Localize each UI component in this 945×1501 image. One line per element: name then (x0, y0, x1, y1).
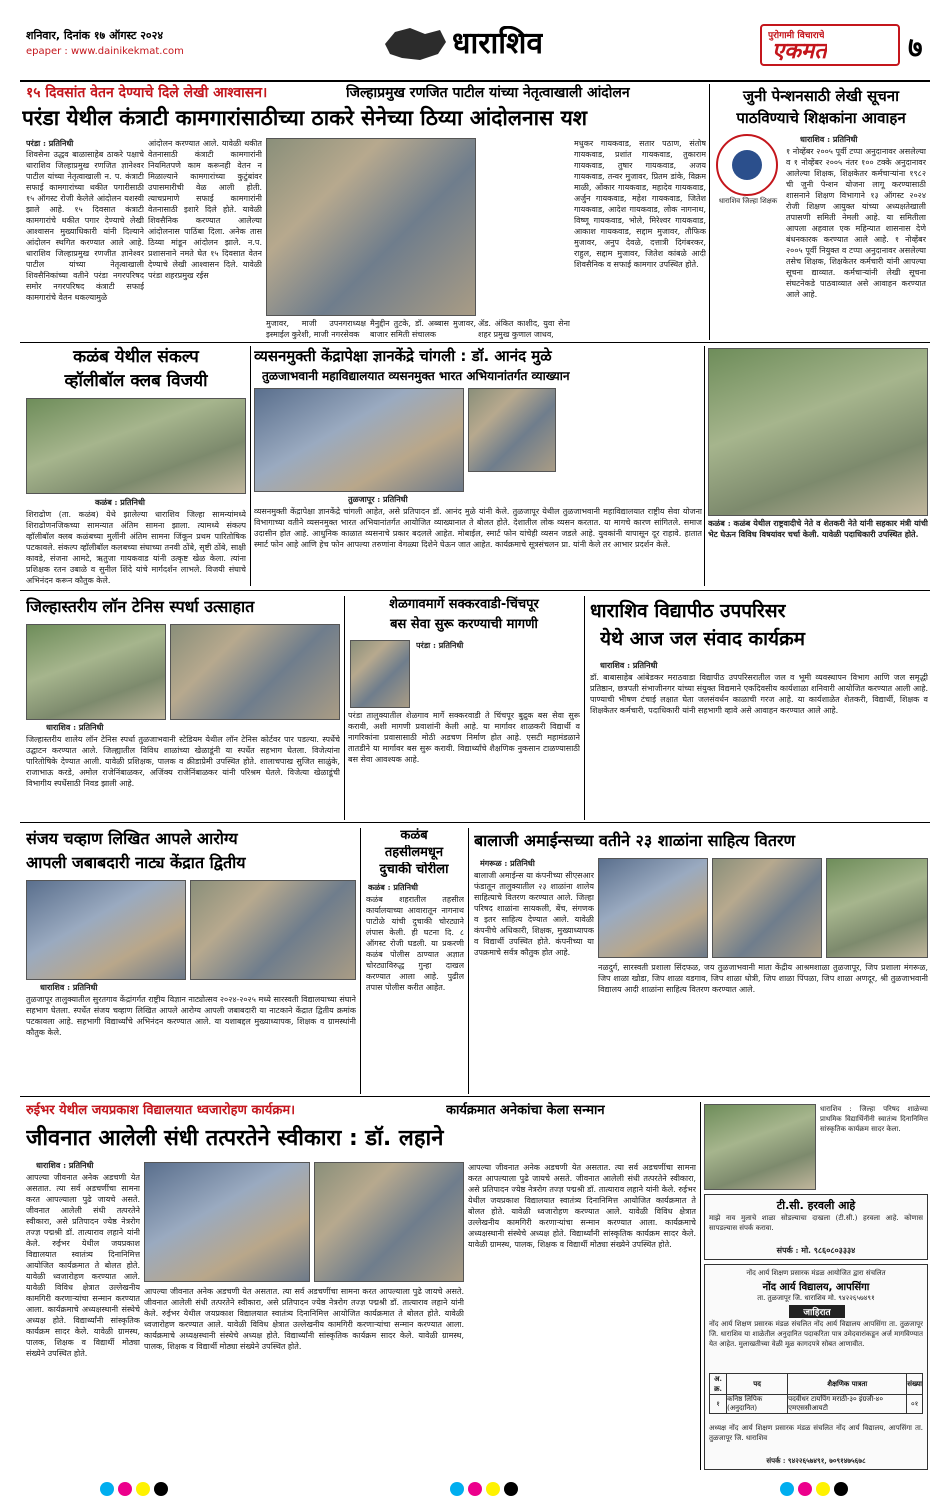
story4-speaker-photo (468, 388, 556, 472)
story1-body1: शिवसेना उद्धव बाळासाहेब ठाकरे पक्षाचे धाराशिव जिल्हाप्रमुख रणजित ज्ञानेश्वर पाटील यांच्या नेतृत्वाखाली न. प. कंत्राटी सफाई कामगारांच्या थकीत पगारीसाठी १५ ऑगस्ट रोजी केलेले आंदोलन यशस्वी झाले आहे. १५ दिवसात कंत्राटी कामगारांचे थकीत पगार देण्याचे लेखी आश्वासन मुख्याधिकारी यांनी दिल्याने आंदोलन स्थगित करण्यात आले आहे. धाराशिव जिल्हाप्रमुख रणजीत ज्ञानेश्वर पाटील यांच्या नेतृत्वाखाली शिवसैनिकांच्या वतीने परंडा नगरपरिषद समोर नगरपरिषद कंत्राटी सफाई कामगारांचे वेतन थकल्यामुळे (26, 150, 144, 302)
story7-byline: परंडा : प्रतिनिधी (416, 640, 464, 650)
story1-column-1 (26, 138, 144, 338)
ad3-address: ता. तुळजापूर जि. धाराशिव मो. ९४२२६५७४९१ (757, 1294, 875, 1302)
table-header-row (710, 1374, 923, 1395)
story3-byline: कळंब : प्रतिनिधी (94, 497, 145, 507)
recruitment-notice (704, 1264, 928, 1470)
registration-mark-cyan (450, 1482, 464, 1496)
story2-headline-1: जुनी पेन्शनसाठी लेखी सूचना (743, 87, 899, 105)
story5-caption: कळंब : कळंब येथील राष्ट्रवादीचे नेते व शेतकरी नेते यांनी सहकार मंत्री यांची भेट घेऊन विविध विषयांवर चर्चा केली. यावेळी पदाधिकारी उपस्थित होते. (708, 518, 928, 539)
horizontal-divider-3 (20, 822, 930, 823)
story7-bus-photo (350, 640, 410, 708)
story12-body: आपल्या जीवनात अनेक अडचणी येत असतात. त्या सर्व अडचणींचा सामना करत आपल्याला पुढे जायचे असते. जीवनात आलेली संधी तत्परतेने स्वीकारा, असे प्रतिपादन ज्येष्ठ नेत्ररोग तज्ज्ञ पद्मश्री डॉ. तात्याराव लहाने यांनी केले. रुईभर येथील जयप्रकाश विद्यालयात स्वातंत्र्य दिनानिमित्त आयोजित कार्यक्रमात ते बोलत होते. यावेळी ध्वजारोहण करण्यात आले. यावेळी विविध क्षेत्रात उल्लेखनीय कामगिरी करणाऱ्यांचा सन्मान करण्यात आला. कार्यक्रमाचे अध्यक्षस्थानी संस्थेचे अध्यक्ष होते. विद्यार्थ्यांनी सांस्कृतिक कार्यक्रम सादर केले. यावेळी ग्रामस्थ, पालक, शिक्षक व विद्यार्थी मोठ्या संख्येने उपस्थित होते. (26, 1173, 140, 1358)
story12-kicker-black: कार्यक्रमात अनेकांचा केला सन्मान (446, 1103, 605, 1118)
table-row (710, 1395, 923, 1414)
table-cell: १ (710, 1395, 727, 1414)
story12-event-photo-2 (314, 1162, 464, 1282)
story1-body2: आंदोलन करण्यात आले. यावेळी थकीत वेतनासाठी कंत्राटी कामगारांनी नियमितपणे काम करूनही वेतन न मिळाल्याने कामगारांच्या कुटुंबांवर उपासमारीची वेळ आली होती. त्याचप्रमाणे सफाई कामगारांनी वेतनासाठी इशारे दिले होते. यावेळी शिवसैनिक करण्यात आलेल्या आंदोलनास पाठिंबा दिला. अनेक तास ठिय्या मांडून आंदोलन झाले. न.प. प्रशासनाने नमते घेत १५ दिवसात वेतन देण्याचे लेखी आश्वासन दिले. यावेळी परंडा शहरप्रमुख रईस (148, 139, 262, 280)
ad3-footer: अध्यक्ष नोंद आर्य शिक्षण प्रसारक मंडळ संचलित नोंद आर्य विद्यालय, आपसिंगा ता. तुळजापूर जि. धाराशिव (709, 1424, 923, 1442)
story6-tennis-photo-1 (26, 624, 166, 720)
masthead-rule (20, 80, 930, 82)
epaper-link[interactable]: epaper : www.dainikekmat.com (26, 46, 184, 57)
story1-caption-1: मुजावर, माजी उपनगराध्यक्ष इस्माईल कुरेशी, माजी नगरसेवक (266, 319, 366, 339)
registration-mark-black (154, 1482, 168, 1496)
table-header-cell: संख्या (907, 1374, 923, 1395)
date-line: शनिवार, दिनांक १७ ऑगस्ट २०२४ (26, 29, 164, 42)
story12-event-photo-1 (144, 1162, 310, 1282)
story6-byline: धाराशिव : प्रतिनिधी (46, 722, 104, 732)
story4-lecture-photo (254, 388, 464, 492)
page-number: ७ (908, 31, 923, 64)
story7-headline-1: शेळगावमार्गे सक्करवाडी-चिंचपूर (389, 597, 539, 612)
registration-mark-black (504, 1482, 518, 1496)
table-header-cell: शैक्षणिक पात्रता (788, 1374, 907, 1395)
vertical-divider-7 (468, 828, 469, 1094)
story10-headline-1: कळंब (400, 828, 428, 843)
story4-subhead: तुळजाभवानी महाविद्यालयात व्यसनमुक्त भारत अभियानांतर्गत व्याख्यान (262, 369, 570, 383)
story12-body-col-3-text: आपल्या जीवनात अनेक अडचणी येत असतात. त्या सर्व अडचणींचा सामना करत आपल्याला पुढे जायचे असते. जीवनात आलेली संधी तत्परतेने स्वीकारा, असे प्रतिपादन ज्येष्ठ नेत्ररोग तज्ज्ञ पद्मश्री डॉ. तात्याराव लहाने यांनी केले. रुईभर येथील जयप्रकाश विद्यालयात स्वातंत्र्य दिनानिमित्त आयोजित कार्यक्रमात ते बोलत होते. यावेळी ध्वजारोहण करण्यात आले. यावेळी विविध क्षेत्रात उल्लेखनीय कामगिरी करणाऱ्यांचा सन्मान करण्यात आला. कार्यक्रमाचे अध्यक्षस्थानी संस्थेचे अध्यक्ष होते. विद्यार्थ्यांनी सांस्कृतिक कार्यक्रम सादर केले. यावेळी ग्रामस्थ, पालक, शिक्षक व विद्यार्थी मोठ्या संख्येने उपस्थित होते. (468, 1163, 696, 1249)
story8-byline: धाराशिव : प्रतिनिधी (600, 660, 658, 670)
story9-headline-2: आपली जबाबदारी नाट्य केंद्रात द्वितीय (26, 853, 246, 872)
story12-byline: धाराशिव : प्रतिनिधी (36, 1160, 94, 1170)
registration-mark-magenta (118, 1482, 132, 1496)
story1-caption-2: मैनुद्दीन तुटके, डॉ. अब्बास मुजावर, बाजार समिती संचालक (370, 319, 476, 339)
logo-caption: धाराशिव जिल्हा शिक्षक (718, 197, 778, 205)
story3-headline-1: कळंब येथील संकल्प (73, 347, 199, 367)
story8-headline-1: धाराशिव विद्यापीठ उपपरिसर (590, 600, 786, 622)
story4-body: व्यसनमुक्ती केंद्रापेक्षा ज्ञानकेंद्रे चांगली आहेत, असे प्रतिपादन डॉ. आनंद मुळे यांनी केले. तुळजापूर येथील तुळजाभवानी महाविद्यालयात राष्ट्रीय सेवा योजना विभागाच्या वतीने व्यसनमुक्त भारत अभियानांतर्गत आयोजित व्याख्यानात ते बोलत होते. देशातील लोक व्यसन करतात. या मागचे कारण सांगितले. समाज उदासीन होत आहे. आधुनिक काळात व्यसनाचे प्रकार बदलले आहेत. मोबाईल, स्मार्ट फोन यांचेही व्यसन जडले आहे. युवकांनी यापासून दूर राहावे. हातात स्मार्ट फोन आहे आणि हेच फोन आपल्या तरुणांना वेगळ्या दिशेने घेऊन जात आहेत. कार्यक्रमाचे सूत्रसंचलन प्रा. यांनी केले तर आभार प्रदर्शन केले. (254, 507, 702, 549)
story10-byline: कळंब : प्रतिनिधी (368, 882, 419, 892)
vertical-divider-4 (344, 596, 345, 820)
horizontal-divider-4 (20, 1096, 930, 1097)
story2-headline-2: पाठविण्याचे शिक्षकांना आवाहन (736, 109, 906, 127)
ad2-title: टी.सी. हरवली आहे (776, 1199, 856, 1212)
story10-headline-3: दुचाकी चोरीला (379, 862, 449, 877)
story9-drama-photo-1 (26, 880, 186, 980)
horizontal-divider-1 (20, 342, 930, 343)
table-header-cell: पद (727, 1374, 788, 1395)
story11-school-photo-3 (826, 858, 928, 958)
vertical-divider-8 (700, 1102, 701, 1470)
story1-kicker: १५ दिवसांत वेतन देण्याचे दिले लेखी आश्वासन। (26, 85, 268, 101)
district-map-icon (380, 24, 450, 64)
ad3-notice-title: जाहिरात (789, 1305, 845, 1318)
story1-headline: परंडा येथील कंत्राटी कामगारांसाठीच्या ठाकरे सेनेच्या ठिय्या आंदोलनास यश (22, 106, 588, 130)
story9-byline: धाराशिव : प्रतिनिधी (40, 982, 98, 992)
story6-headline: जिल्हास्तरीय लॉन टेनिस स्पर्धा उत्साहात (26, 597, 255, 616)
brand-box (760, 24, 900, 66)
story6-tennis-photo-2 (170, 624, 340, 720)
ad2-contact: संपर्क : मो. ९८६०८०३३३४ (776, 1245, 856, 1255)
story8-body: डॉ. बाबासाहेब आंबेडकर मराठवाडा विद्यापीठ उपपरिसरातील जल व भूमी व्यवस्थापन विभाग आणि जल समृद्धी प्रतिष्ठान, छत्रपती संभाजीनगर यांच्या संयुक्त विद्यमाने एकदिवसीय कार्यशाळा शनिवारी आयोजित करण्यात आली आहे. पाण्याची भीषण टंचाई लक्षात घेता जलसंवर्धन काळाची गरज आहे. या कार्यशाळेत शेतकरी, विद्यार्थी, शिक्षक व शिक्षकेतर कर्मचारी, पदाधिकारी यांनी सहभागी व्हावे असे आवाहन करण्यात आले आहे. (590, 673, 928, 715)
vertical-divider-3 (704, 346, 705, 586)
story4-headline: व्यसनमुक्ती केंद्रापेक्षा ज्ञानकेंद्रे चांगली : डॉ. आनंद मुळे (254, 347, 552, 365)
registration-mark-yellow (486, 1482, 500, 1496)
ad1-caption: धाराशिव : जिल्हा परिषद शाळेच्या प्राथमिक विद्यार्थिनींनी स्वातंत्र्य दिनानिमित्त सांस्कृतिक कार्यक्रम सादर केला. (820, 1105, 928, 1133)
story9-body: तुळजापूर तालुक्यातील सुरतगाव केंद्रांगर्गत राष्ट्रीय विज्ञान नाट्योत्सव २०२४-२०२५ मध्ये सारस्वती विद्यालयाच्या संघाने सहभाग घेतला. स्पर्धेत संजय चव्हाण लिखित आपले आरोग्य आपली जबाबदारी या नाटकाने केंद्रात द्वितीय क्रमांक पटकावला आहे. सहभागी विद्यार्थ्यांचे अभिनंदन करण्यात आले. या यशाबद्दल मुख्याध्यापक, शिक्षक व ग्रामस्थांनी कौतुक केले. (26, 995, 356, 1037)
ad3-institute: नोंद आर्य विद्यालय, आपसिंगा (762, 1282, 870, 1293)
registration-mark-cyan (780, 1482, 794, 1496)
story11-body: बालाजी अमाईन्स या कंपनीच्या सीएसआर फंडातून तालुक्यातील २३ शाळांना शालेय साहित्याचे वितरण करण्यात आले. जिल्हा परिषद शाळांना सायकली, बेंच, संगणक व इतर साहित्य देण्यात आले. यावेळी कंपनीचे अधिकारी, शिक्षक, मुख्याध्यापक व विद्यार्थी उपस्थित होते. कंपनीच्या या उपक्रमाचे सर्वत्र कौतुक होत आहे. (474, 871, 594, 957)
ad1-photo (704, 1104, 816, 1190)
story10-headline-2: तहसीलमधून (384, 845, 444, 860)
story11-school-photo-2 (712, 858, 822, 958)
ad3-body: नोंद आर्य शिक्षण प्रसारक मंडळ संचलित नोंद आर्य विद्यालय आपसिंगा ता. तुळजापूर जि. धाराशिव या शाळेतील अनुदानित पदाकरिता पात्र उमेदवारांकडून अर्ज मागविण्यात येत आहेत. मुलाखतीच्या वेळी मूळ कागदपत्रे सोबत आणावीत. (709, 1320, 923, 1348)
story2-byline: धाराशिव : प्रतिनिधी (800, 134, 858, 144)
story1-protest-photo (266, 138, 476, 316)
story7-headline-2: बस सेवा सुरू करण्याची मागणी (390, 617, 538, 632)
table-cell: कनिष्ठ लिपिक (अनुदानित) (727, 1395, 788, 1414)
story11-school-photo-1 (598, 858, 708, 958)
story12-kicker: रुईभर येथील जयप्रकाश विद्यालयात ध्वजारोहण कार्यक्रम। (26, 1103, 296, 1118)
registration-mark-magenta (798, 1482, 812, 1496)
edition-name: धाराशिव (452, 26, 544, 61)
story11-body-2: नळदुर्ग, सारस्वती प्रशाला सिंदफळ, जय तुळजाभवानी माता केंद्रीय आश्रमशाळा तुळजापूर, जिप प्रशाला मंगरूळ, जिप शाळा खोडा, जिप शाळा वडगाव, जिप शाळा धोत्री, जिप शाळा पिंपळा, जिप शाळा अणदूर, श्री तुळजाभवानी विद्यालय आदी शाळांना साहित्य वितरण करण्यात आले. (598, 963, 928, 994)
story3-body: शिराढोण (ता. कळंब) येथे झालेल्या धाराशिव जिल्हा सामन्यांमध्ये शिराढोणनजिकच्या सामन्यात अंतिम सामना झाला. त्यामध्ये संकल्प व्हॉलीबॉल क्लब कळंबच्या मुलींनी अंतिम सामना जिंकून प्रथम पारितोषिक पटकावले. संकल्प व्हॉलीबॉल कलबच्या संघाच्या तनवी ठोंबे, सृष्टी ठोंबे, साक्षी कावडे, संजना आमटे, ऋतुजा गायकवाड यांनी उत्कृष्ट खेळ केला. त्यांना प्रशिक्षक रतन उबाळे व सुनील शिंदे यांचे मार्गदर्शन लाभले. विजयी संघाचे अभिनंदन करून कौतुक केले. (26, 510, 246, 585)
brand-tagline: पुरोगामी विचाराचे (768, 31, 825, 41)
story7-body: परंडा तालुक्यातील शेळगाव मार्गे सक्करवाडी ते चिंचपूर बुद्रुक बस सेवा सुरू करावी, अशी मागणी प्रवाशांनी केली आहे. या मार्गावर शाळकरी विद्यार्थी व नागरिकांना प्रवासासाठी मोठी अडचण निर्माण होत आहे. एसटी महामंडळाने तातडीने या मार्गावर बस सुरू करावी. विद्यार्थ्यांचे शैक्षणिक नुकसान टाळण्यासाठी बस सेवा आवश्यक आहे. (348, 711, 580, 764)
story8-headline-2: येथे आज जल संवाद कार्यक्रम (600, 628, 806, 650)
story3-headline-2: व्हॉलीबॉल क्लब विजयी (64, 371, 208, 391)
story12-body-col-3 (468, 1162, 696, 1470)
masthead (20, 22, 930, 80)
story12-body-cont (144, 1286, 464, 1470)
story10-body: कळंब शहरातील तहसील कार्यालयाच्या आवारातून नागनाथ पाटोळे यांची दुचाकी चोरट्याने लंपास केली. ही घटना दि. ८ ऑगस्ट रोजी घडली. या प्रकरणी कळंब पोलीस ठाण्यात अज्ञात चोरट्याविरुद्ध गुन्हा दाखल करण्यात आला आहे. पुढील तपास पोलीस करीत आहेत. (366, 895, 464, 992)
story1-column-3: मधुकर गायकवाड, सतार पठाण, संतोष गायकवाड, प्रशांत गायकवाड, तुकाराम गायकवाड, तुषार गायकवाड, अजय गायकवाड, तन्वर मुजावर, प्रितम डांके, विक्रम माळी, ओंकार गायकवाड, महादेव गायकवाड, अर्जुन गायकवाड, महेश गायकवाड, जितेश गायकवाड, आदेश गायकवाड, लोक नागनाथ, विष्णू गायकवाड, भोले, मिरेश्वर गायकवाड, आकाश गायकवाड, सद्दाम मुजावर, तौफिक मुजावर, अनुप देवळे, दत्तात्री दिगंबरकर, राहुल, सद्दाम मुजावर, जितेश कांबळे आदी शिवसैनिक व सफाई कामगार उपस्थित होते. (574, 139, 706, 269)
vertical-divider-1 (709, 84, 710, 340)
story1-column-2 (148, 138, 262, 338)
table-header-cell: अ. क्र. (710, 1374, 727, 1395)
story1-caption-3: ॲड. अंकित काशीद, युवा सेना शहर प्रमुख कुणाल जाधव, (478, 319, 570, 339)
registration-mark-magenta (468, 1482, 482, 1496)
story11-byline: मंगरूळ : प्रतिनिधी (480, 858, 535, 868)
vertical-divider-5 (584, 596, 585, 820)
story3-team-photo (26, 398, 246, 494)
teachers-association-logo (716, 134, 778, 196)
logo-inner-icon (732, 150, 762, 180)
story2-body: १ नोव्हेंबर २००५ पूर्वी टप्पा अनुदानावर असलेल्या व १ नोव्हेंबर २००५ नंतर १०० टक्के अनुदानावर आलेल्या शिक्षक, शिक्षकेतर कर्मचाऱ्यांना १९८२ ची जुनी पेन्शन योजना लागू करण्यासाठी शासनाने शिक्षण विभागाने १३ ऑगस्ट २०२४ रोजी शिक्षण आयुक्त यांच्या अध्यक्षतेखाली तपासणी समिती नेमली आहे. या समितीला आपला अहवाल एक महिन्यात शासनास देणे बंधनकारक करण्यात आले आहे. १ नोव्हेंबर २००५ पूर्वी नियुक्त व टप्पा अनुदानावर असलेल्या तसेच शिक्षक, शिक्षकेतर कर्मचारी यांनी आपल्या सूचना द्याव्यात. कर्मचाऱ्यांनी लेखी सूचना संघटनेकडे पाठवाव्यात असे आवाहन करण्यात आले आहे. (786, 147, 926, 299)
ad3-table (709, 1373, 923, 1414)
story1-kicker-black: जिल्हाप्रमुख रणजित पाटील यांच्या नेतृत्वाखाली आंदोलन (346, 85, 630, 101)
vertical-divider-6 (360, 828, 361, 1094)
story9-drama-photo-2 (190, 880, 356, 980)
story12-body-continued: आपल्या जीवनात अनेक अडचणी येत असतात. त्या सर्व अडचणींचा सामना करत आपल्याला पुढे जायचे असते. जीवनात आलेली संधी तत्परतेने स्वीकारा, असे प्रतिपादन ज्येष्ठ नेत्ररोग तज्ज्ञ पद्मश्री डॉ. तात्याराव लहाने यांनी केले. रुईभर येथील जयप्रकाश विद्यालयात स्वातंत्र्य दिनानिमित्त आयोजित कार्यक्रमात ते बोलत होते. यावेळी ध्वजारोहण करण्यात आले. यावेळी विविध क्षेत्रात उल्लेखनीय कामगिरी करणाऱ्यांचा सन्मान करण्यात आला. कार्यक्रमाचे अध्यक्षस्थानी संस्थेचे अध्यक्ष होते. विद्यार्थ्यांनी सांस्कृतिक कार्यक्रम सादर केले. यावेळी ग्रामस्थ, पालक, शिक्षक व विद्यार्थी मोठ्या संख्येने उपस्थित होते. (144, 1287, 464, 1351)
story4-byline: तुळजापूर : प्रतिनिधी (348, 494, 408, 504)
story5-meeting-photo (708, 348, 928, 516)
story12-headline: जीवनात आलेली संधी तत्परतेने स्वीकारा : डॉ. लहाने (26, 1126, 444, 1151)
ad2-body: माझे नाव मुलाचे शाळा सोडल्याचा दाखला (टी.सी.) हरवला आहे. कोणास सापडल्यास संपर्क करावा. (709, 1214, 923, 1232)
story11-headline: बालाजी अमाईन्सच्या वतीने २३ शाळांना साहित्य वितरण (474, 831, 796, 850)
story9-headline-1: संजय चव्हाण लिखित आपले आरोग्य (26, 829, 238, 848)
horizontal-divider-2 (20, 590, 930, 591)
vertical-divider-2 (250, 346, 251, 586)
registration-mark-yellow (136, 1482, 150, 1496)
story6-body: जिल्हास्तरीय शालेय लॉन टेनिस स्पर्धा तुळजाभवानी स्टेडियम येथील लॉन टेनिस कोर्टवर पार पडल्या. स्पर्धेचे उद्घाटन करण्यात आले. जिल्ह्यातील विविध शाळांच्या खेळाडूंनी या स्पर्धेत सहभाग घेतला. विजेत्यांना पारितोषिके देण्यात आली. यावेळी प्रशिक्षक, पालक व क्रीडाप्रेमी उपस्थित होते. शालाचपाख सुजित साळुंके, राजाभाऊ करडे, अमोल राजेनिंबाळकर, अजिंक्य राजेनिंबाळकर यांनी परिश्रम घेतले. विजेत्या खेळाडूंची विभागीय स्पर्धेसाठी निवड झाली आहे. (26, 735, 340, 788)
ad3-phone: संपर्क : ९४२२६५७४९१, ७०९१४७५६७८ (766, 1456, 866, 1465)
registration-mark-yellow (816, 1482, 830, 1496)
table-cell: ०१ (907, 1395, 923, 1414)
registration-mark-cyan (100, 1482, 114, 1496)
story1-byline: परंडा : प्रतिनिधी (26, 138, 74, 148)
ad3-title: नोंद आर्य शिक्षण प्रसारक मंडळ आयोजित द्वारा संचलित (746, 1269, 886, 1277)
lost-tc-notice (704, 1194, 928, 1260)
table-cell: पदवीधर टायपिंग मराठी-३० इंग्रजी-४० एमएससीआयटी (788, 1395, 907, 1414)
brand-logo: एकमत (772, 39, 827, 64)
registration-mark-black (834, 1482, 848, 1496)
